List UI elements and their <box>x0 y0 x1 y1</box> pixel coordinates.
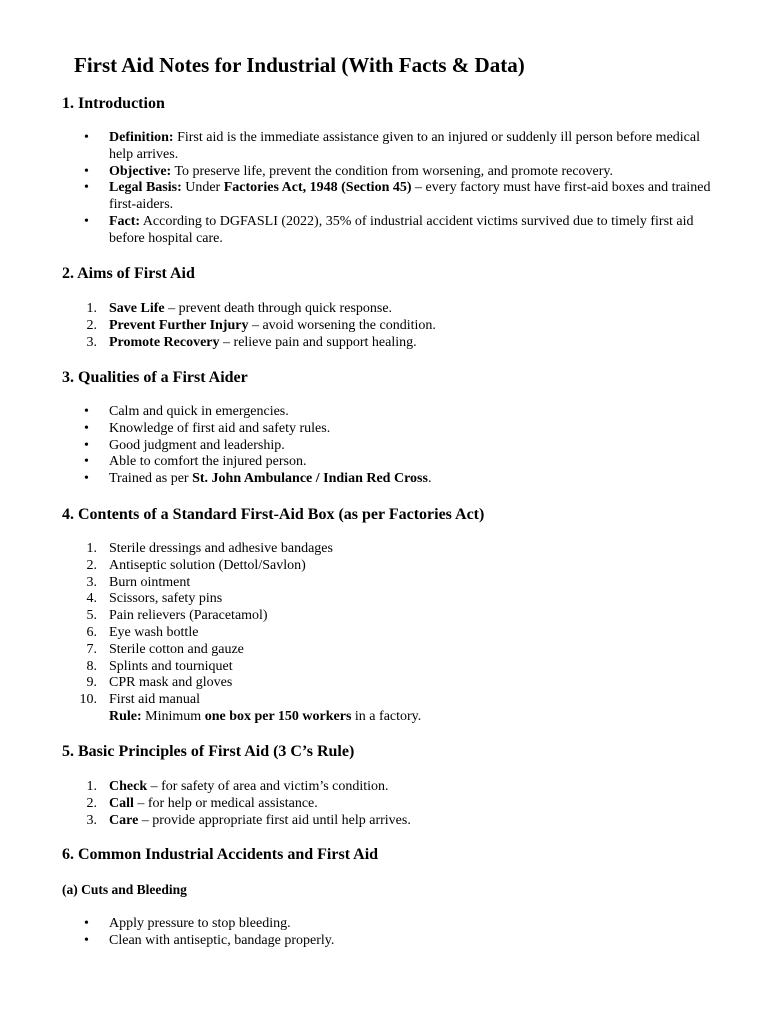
item-text: Pain relievers (Paracetamol) <box>109 608 268 624</box>
item-label: Fact: <box>109 213 141 229</box>
list-item <box>0 642 720 659</box>
item-label: Promote Recovery <box>109 334 220 350</box>
item-label: Care <box>109 812 139 828</box>
item-number: 7. <box>86 641 97 657</box>
item-number: 1. <box>86 301 97 316</box>
item-text: Trained as per <box>109 471 193 487</box>
section-heading-principles: 5. Basic Principles of First Aid (3 C’s Rule) <box>62 743 355 760</box>
item-number: 2. <box>86 557 97 573</box>
item-text: – relieve pain and support healing. <box>219 334 417 350</box>
bullet-icon: • <box>84 420 89 436</box>
item-text: Sterile cotton and gauze <box>109 641 244 657</box>
introduction-list <box>0 130 720 248</box>
item-number: 3. <box>86 574 97 590</box>
item-label: Save Life <box>109 301 165 316</box>
list-item <box>0 813 720 830</box>
list-item <box>0 558 720 575</box>
box-rule-note <box>0 709 720 726</box>
list-item <box>0 916 720 933</box>
bullet-icon: • <box>84 932 89 948</box>
list-item <box>0 625 720 642</box>
list-item <box>0 675 720 692</box>
item-text: Sterile dressings and adhesive bandages <box>109 541 333 556</box>
bullet-icon: • <box>84 471 89 487</box>
bullet-icon: • <box>84 454 89 470</box>
item-text: . <box>427 471 432 487</box>
cuts-bleeding-list <box>0 916 720 950</box>
first-aid-box-list <box>0 541 720 726</box>
item-text: Burn ointment <box>109 574 191 590</box>
item-text: Antiseptic solution (Dettol/Savlon) <box>109 557 306 573</box>
rule-label: Rule: <box>109 708 142 724</box>
list-item <box>0 779 720 796</box>
section-heading-qualities: 3. Qualities of a First Aider <box>62 369 248 386</box>
item-text: CPR mask and gloves <box>109 675 233 691</box>
bullet-icon: • <box>84 213 89 229</box>
item-text: Good judgment and leadership. <box>109 437 285 453</box>
item-text: – for safety of area and victim’s condition. <box>147 779 389 794</box>
list-item <box>0 438 720 455</box>
list-item <box>0 692 720 709</box>
item-label: Objective: <box>109 163 172 179</box>
list-item <box>0 214 720 248</box>
item-text: Scissors, safety pins <box>109 591 223 607</box>
aims-list <box>0 301 720 351</box>
item-text: Eye wash bottle <box>109 624 199 640</box>
subheading-cuts-and-bleeding: (a) Cuts and Bleeding <box>62 882 187 897</box>
item-text: First aid is the immediate assistance given to an injured or suddenly ill person before medical help arrives. <box>109 130 700 162</box>
list-item <box>0 659 720 676</box>
item-text: – every factory must have first-aid boxes and trained first-aiders. <box>109 180 711 213</box>
rule-text: in a factory. <box>351 708 422 724</box>
item-text: Apply pressure to stop bleeding. <box>109 916 291 931</box>
item-text: – provide appropriate first aid until help arrives. <box>138 812 411 828</box>
bullet-icon: • <box>84 916 89 931</box>
item-number: 5. <box>86 608 97 624</box>
list-item <box>0 471 720 488</box>
item-text: According to DGFASLI (2022), 35% of industrial accident victims survived due to timely first aid before hospital care. <box>109 213 694 246</box>
item-text: – prevent death through quick response. <box>164 301 393 316</box>
list-item <box>0 933 720 950</box>
item-text: First aid manual <box>109 692 200 708</box>
item-text: Splints and tourniquet <box>109 658 233 674</box>
list-item <box>0 421 720 438</box>
list-item <box>0 404 720 421</box>
item-label: Check <box>109 779 148 794</box>
list-item <box>0 164 720 181</box>
list-item <box>0 608 720 625</box>
item-number: 2. <box>86 317 97 333</box>
item-label: Prevent Further Injury <box>109 317 249 333</box>
item-number: 2. <box>86 795 97 811</box>
item-number: 3. <box>86 334 97 350</box>
item-number: 9. <box>86 675 97 691</box>
item-number: 3. <box>86 812 97 828</box>
item-text: To preserve life, prevent the condition from worsening, and promote recovery. <box>171 163 614 179</box>
document-title: First Aid Notes for Industrial (With Facts & Data) <box>74 53 525 77</box>
list-item <box>0 575 720 592</box>
item-text: – avoid worsening the condition. <box>248 317 436 333</box>
item-bold-text: Factories Act, 1948 (Section 45) <box>223 180 412 196</box>
section-heading-common-accidents: 6. Common Industrial Accidents and First Aid <box>62 846 379 863</box>
item-number: 1. <box>86 779 97 794</box>
item-number: 6. <box>86 624 97 640</box>
list-item <box>0 541 720 558</box>
item-label: Definition: <box>109 130 174 145</box>
list-item <box>0 796 720 813</box>
item-label: Call <box>109 795 134 811</box>
rule-text: Minimum <box>141 708 205 724</box>
item-number: 10. <box>79 692 97 708</box>
list-item <box>0 180 720 214</box>
principles-list <box>0 779 720 829</box>
item-text: Under <box>181 180 224 196</box>
list-item <box>0 130 720 164</box>
item-number: 4. <box>86 591 97 607</box>
rule-bold-text: one box per 150 workers <box>204 708 352 724</box>
item-text: – for help or medical assistance. <box>133 795 318 811</box>
list-item <box>0 335 720 352</box>
list-item <box>0 454 720 471</box>
item-bold-text: St. John Ambulance / Indian Red Cross <box>192 471 428 487</box>
section-heading-introduction: 1. Introduction <box>62 95 165 112</box>
bullet-icon: • <box>84 404 89 419</box>
item-number: 8. <box>86 658 97 674</box>
qualities-list <box>0 404 720 488</box>
bullet-icon: • <box>84 130 89 145</box>
list-item <box>0 301 720 318</box>
bullet-icon: • <box>84 437 89 453</box>
section-heading-aims: 2. Aims of First Aid <box>62 265 195 282</box>
item-label: Legal Basis: <box>109 180 182 196</box>
item-text: Knowledge of first aid and safety rules. <box>109 420 331 436</box>
list-item <box>0 318 720 335</box>
bullet-icon: • <box>84 163 89 179</box>
list-item <box>0 591 720 608</box>
item-number: 1. <box>86 541 97 556</box>
section-heading-first-aid-box: 4. Contents of a Standard First-Aid Box (as per Factories Act) <box>62 506 485 523</box>
item-text: Calm and quick in emergencies. <box>109 404 289 419</box>
item-text: Clean with antiseptic, bandage properly. <box>109 932 335 948</box>
item-text: Able to comfort the injured person. <box>109 454 307 470</box>
bullet-icon: • <box>84 180 89 196</box>
